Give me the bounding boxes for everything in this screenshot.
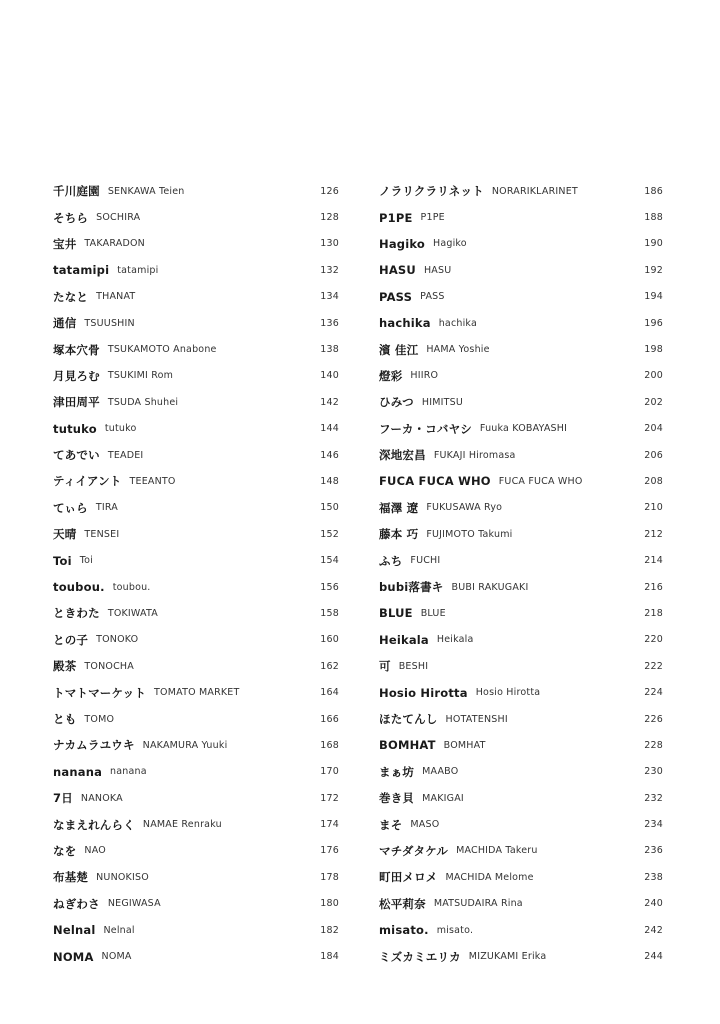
entry-page-number: 226: [644, 713, 663, 725]
entry-romaji: TSUKAMOTO Anabone: [107, 344, 217, 356]
index-entry: [379, 864, 663, 890]
index-entry: [53, 864, 339, 890]
entry-name: 濱 佳江: [379, 342, 419, 357]
index-entry: [379, 811, 663, 837]
index-entry: [379, 284, 663, 310]
entry-name: 燈彩: [379, 368, 403, 383]
index-entry: [379, 838, 663, 864]
entry-romaji: MACHIDA Melome: [445, 871, 534, 883]
entry-name: BOMHAT: [379, 738, 436, 753]
entry-page-number: 224: [644, 687, 663, 699]
entry-name: hachika: [379, 316, 431, 331]
entry-name: ひみつ: [379, 395, 414, 410]
entry-name: ふち: [379, 553, 403, 568]
entry-name: tatamipi: [53, 263, 110, 278]
index-entry: [379, 178, 663, 204]
index-entry: [53, 811, 339, 837]
entry-page-number: 150: [320, 502, 339, 514]
index-entry: [379, 204, 663, 230]
index-column-right: [379, 178, 663, 970]
entry-romaji: MIZUKAMI Erika: [468, 951, 547, 963]
entry-name: との子: [53, 632, 89, 647]
entry-name: ナカムラユウキ: [53, 738, 135, 753]
entry-romaji: HIIRO: [410, 370, 439, 382]
index-entry: [53, 310, 339, 336]
entry-page-number: 234: [644, 819, 663, 831]
index-entry: [379, 732, 663, 758]
entry-name: nanana: [53, 764, 103, 779]
entry-romaji: THANAT: [96, 291, 136, 303]
index-entry: [53, 521, 339, 547]
entry-name: misato.: [379, 923, 429, 938]
entry-page-number: 202: [644, 396, 663, 408]
entry-page-number: 174: [320, 819, 339, 831]
entry-romaji: HAMA Yoshie: [426, 344, 490, 356]
index-entry: [53, 838, 339, 864]
entry-name: 可: [379, 659, 391, 674]
index-entry: [379, 521, 663, 547]
entry-romaji: MATSUDAIRA Rina: [433, 898, 523, 910]
index-entry: [379, 627, 663, 653]
entry-romaji: TOMATO MARKET: [154, 687, 240, 699]
entry-romaji: Hosio Hirotta: [475, 687, 541, 699]
entry-romaji: nanana: [110, 766, 147, 778]
entry-page-number: 236: [644, 845, 663, 857]
entry-romaji: NEGIWASA: [107, 898, 161, 910]
entry-name: P1PE: [379, 210, 413, 225]
entry-page-number: 148: [320, 475, 339, 487]
entry-page-number: 156: [320, 581, 339, 593]
entry-romaji: TEADEI: [107, 449, 144, 461]
index-entry: [379, 785, 663, 811]
entry-name: 塚本穴骨: [53, 342, 100, 357]
index-entry: [53, 759, 339, 785]
entry-name: 松平莉奈: [379, 896, 426, 911]
entry-romaji: NUNOKISO: [96, 871, 149, 883]
index-entry: [53, 389, 339, 415]
entry-name: たなと: [53, 289, 89, 304]
index-entry: [53, 363, 339, 389]
entry-page-number: 196: [644, 317, 663, 329]
entry-romaji: NAKAMURA Yuuki: [142, 739, 228, 751]
entry-page-number: 192: [644, 264, 663, 276]
entry-romaji: BLUE: [420, 607, 446, 619]
entry-name: てあでい: [53, 448, 100, 463]
entry-page-number: 162: [320, 660, 339, 672]
entry-name: 藤本 巧: [379, 527, 419, 542]
entry-page-number: 138: [320, 344, 339, 356]
entry-romaji: TIRA: [95, 502, 118, 514]
index-entry: [53, 468, 339, 494]
entry-name: toubou.: [53, 580, 105, 595]
entry-romaji: hachika: [438, 317, 477, 329]
entry-page-number: 144: [320, 423, 339, 435]
entry-romaji: MACHIDA Takeru: [456, 845, 538, 857]
index-entry: [53, 679, 339, 705]
index-entry: [379, 600, 663, 626]
entry-page-number: 168: [320, 739, 339, 751]
entry-romaji: NAO: [84, 845, 106, 857]
entry-romaji: FUKAJI Hiromasa: [433, 449, 516, 461]
entry-page-number: 182: [320, 924, 339, 936]
entry-name: Nelnal: [53, 923, 96, 938]
entry-name: 町田メロメ: [379, 870, 438, 885]
entry-name: なを: [53, 843, 77, 858]
entry-name: BLUE: [379, 606, 413, 621]
entry-page-number: 228: [644, 739, 663, 751]
entry-page-number: 152: [320, 528, 339, 540]
index-entry: [53, 574, 339, 600]
entry-romaji: Nelnal: [103, 924, 135, 936]
entry-name: NOMA: [53, 949, 94, 964]
entry-page-number: 142: [320, 396, 339, 408]
index-entry: [53, 547, 339, 573]
entry-page-number: 238: [644, 871, 663, 883]
entry-romaji: HIMITSU: [421, 396, 464, 408]
entry-romaji: TEEANTO: [129, 475, 176, 487]
entry-name: 月見ろむ: [53, 368, 100, 383]
index-entry: [379, 495, 663, 521]
entry-page-number: 158: [320, 607, 339, 619]
entry-romaji: NORARIKLARINET: [491, 185, 578, 197]
entry-romaji: TSUDA Shuhei: [107, 396, 179, 408]
entry-page-number: 244: [644, 951, 663, 963]
entry-name: 7日: [53, 791, 73, 806]
entry-romaji: NAMAE Renraku: [142, 819, 222, 831]
index-entry: [379, 468, 663, 494]
index-entry: [53, 732, 339, 758]
index-entry: [53, 178, 339, 204]
entry-page-number: 164: [320, 687, 339, 699]
entry-page-number: 166: [320, 713, 339, 725]
index-entry: [379, 574, 663, 600]
entry-page-number: 190: [644, 238, 663, 250]
entry-page-number: 222: [644, 660, 663, 672]
entry-page-number: 160: [320, 634, 339, 646]
entry-name: なまえれんらく: [53, 817, 135, 832]
entry-name: Heikala: [379, 632, 429, 647]
entry-name: HASU: [379, 263, 416, 278]
index-entry: [53, 653, 339, 679]
entry-romaji: tatamipi: [117, 264, 159, 276]
entry-name: ほたてんし: [379, 712, 438, 726]
index-entry: [379, 759, 663, 785]
entry-romaji: TSUUSHIN: [84, 317, 135, 329]
entry-name: Toi: [53, 553, 72, 568]
index-entry: [379, 336, 663, 362]
entry-page-number: 132: [320, 264, 339, 276]
entry-page-number: 134: [320, 291, 339, 303]
entry-page-number: 128: [320, 212, 339, 224]
entry-page-number: 240: [644, 898, 663, 910]
entry-name: 巻き貝: [379, 791, 415, 806]
entry-page-number: 136: [320, 317, 339, 329]
entry-romaji: BOMHAT: [443, 739, 486, 751]
index-entry: [53, 495, 339, 521]
entry-name: トマトマーケット: [53, 685, 147, 700]
entry-romaji: TSUKIMI Rom: [107, 370, 174, 382]
entry-romaji: BESHI: [398, 660, 429, 672]
entry-name: ときわた: [53, 606, 100, 621]
entry-romaji: SENKAWA Teien: [107, 185, 185, 197]
index-entry: [53, 891, 339, 917]
entry-romaji: TONOKO: [96, 634, 139, 646]
entry-romaji: TOKIWATA: [107, 607, 158, 619]
index-entry: [53, 336, 339, 362]
entry-page-number: 170: [320, 766, 339, 778]
entry-name: 深地宏昌: [379, 448, 426, 463]
index-entry: [379, 891, 663, 917]
entry-page-number: 178: [320, 871, 339, 883]
entry-name: 福澤 遼: [379, 500, 419, 515]
entry-page-number: 208: [644, 475, 663, 487]
index-entry: [379, 706, 663, 732]
entry-page-number: 212: [644, 528, 663, 540]
entry-romaji: NOMA: [101, 951, 132, 963]
entry-romaji: NANOKA: [80, 792, 123, 804]
entry-name: Hosio Hirotta: [379, 685, 468, 700]
entry-name: 通信: [53, 316, 77, 331]
index-entry: [379, 231, 663, 257]
index-entry: [53, 785, 339, 811]
entry-romaji: MASO: [410, 819, 440, 831]
entry-page-number: 188: [644, 212, 663, 224]
entry-page-number: 200: [644, 370, 663, 382]
entry-name: 殿茶: [53, 659, 77, 674]
entry-name: 布基楚: [53, 870, 89, 885]
entry-romaji: FUCA FUCA WHO: [498, 475, 583, 487]
entry-romaji: P1PE: [420, 212, 445, 224]
entry-page-number: 186: [644, 185, 663, 197]
entry-name: ねぎわさ: [53, 896, 100, 911]
entry-name: ティイアント: [53, 474, 122, 489]
entry-page-number: 126: [320, 185, 339, 197]
entry-page-number: 216: [644, 581, 663, 593]
entry-page-number: 218: [644, 607, 663, 619]
entry-page-number: 206: [644, 449, 663, 461]
index-entry: [379, 257, 663, 283]
entry-romaji: BUBI RAKUGAKI: [451, 581, 529, 593]
entry-name: 津田周平: [53, 395, 100, 410]
entry-page-number: 198: [644, 344, 663, 356]
entry-page-number: 204: [644, 423, 663, 435]
entry-name: マチダタケル: [379, 843, 449, 858]
entry-romaji: Hagiko: [433, 238, 467, 250]
entry-name: ミズカミエリカ: [379, 949, 461, 964]
index-entry: [53, 917, 339, 943]
entry-name: 天晴: [53, 527, 77, 542]
entry-name: とも: [53, 712, 77, 726]
entry-page-number: 220: [644, 634, 663, 646]
index-entry: [379, 416, 663, 442]
entry-page-number: 130: [320, 238, 339, 250]
entry-name: まぁ坊: [379, 764, 415, 779]
entry-name: PASS: [379, 289, 413, 304]
entry-page-number: 230: [644, 766, 663, 778]
entry-page-number: 242: [644, 924, 663, 936]
entry-name: Hagiko: [379, 236, 425, 251]
entry-name: 宝井: [53, 236, 77, 251]
index-entry: [379, 547, 663, 573]
entry-page-number: 176: [320, 845, 339, 857]
index-entry: [379, 943, 663, 969]
entry-romaji: TENSEI: [84, 528, 120, 540]
index-entry: [53, 442, 339, 468]
entry-name: bubi落書キ: [379, 580, 444, 595]
entry-name: そちら: [53, 210, 89, 225]
entry-name: 千川庭園: [53, 184, 100, 199]
index-entry: [53, 943, 339, 969]
index-entry: [379, 310, 663, 336]
entry-page-number: 140: [320, 370, 339, 382]
entry-page-number: 172: [320, 792, 339, 804]
entry-romaji: misato.: [436, 924, 474, 936]
index-entry: [53, 257, 339, 283]
entry-page-number: 146: [320, 449, 339, 461]
index-entry: [53, 706, 339, 732]
entry-romaji: Fuuka KOBAYASHI: [479, 423, 568, 435]
index-entry: [379, 389, 663, 415]
index-entry: [53, 231, 339, 257]
entry-romaji: HOTATENSHI: [445, 713, 508, 725]
index-entry: [53, 627, 339, 653]
index-entry: [379, 679, 663, 705]
entry-romaji: FUCHI: [410, 555, 441, 567]
entry-page-number: 184: [320, 951, 339, 963]
entry-romaji: HASU: [423, 264, 452, 276]
entry-page-number: 154: [320, 555, 339, 567]
entry-romaji: Heikala: [436, 634, 474, 646]
entry-name: tutuko: [53, 421, 97, 436]
entry-romaji: Toi: [79, 555, 94, 567]
entry-romaji: TONOCHA: [84, 660, 134, 672]
entry-page-number: 232: [644, 792, 663, 804]
index-column-left: [53, 178, 339, 970]
entry-romaji: TAKARADON: [84, 238, 145, 250]
entry-romaji: PASS: [420, 291, 445, 303]
entry-romaji: FUJIMOTO Takumi: [426, 528, 513, 540]
index-entry: [379, 653, 663, 679]
entry-romaji: MAABO: [422, 766, 459, 778]
index-entry: [53, 416, 339, 442]
entry-page-number: 214: [644, 555, 663, 567]
index-entry: [53, 284, 339, 310]
entry-romaji: TOMO: [84, 713, 115, 725]
entry-page-number: 210: [644, 502, 663, 514]
entry-romaji: MAKIGAI: [422, 792, 464, 804]
entry-romaji: toubou.: [112, 581, 151, 593]
index-entry: [53, 204, 339, 230]
entry-name: フーカ・コバヤシ: [379, 421, 472, 436]
entry-name: ノラリクラリネット: [379, 184, 484, 199]
entry-romaji: FUKUSAWA Ryo: [426, 502, 503, 514]
entry-name: てぃら: [53, 500, 88, 515]
entry-romaji: SOCHIRA: [96, 212, 141, 224]
entry-page-number: 194: [644, 291, 663, 303]
entry-page-number: 180: [320, 898, 339, 910]
entry-romaji: tutuko: [104, 423, 137, 435]
entry-name: まそ: [379, 817, 403, 832]
index-entry: [379, 363, 663, 389]
entry-name: FUCA FUCA WHO: [379, 474, 491, 489]
index-entry: [379, 917, 663, 943]
index-entry: [53, 600, 339, 626]
index-entry: [379, 442, 663, 468]
